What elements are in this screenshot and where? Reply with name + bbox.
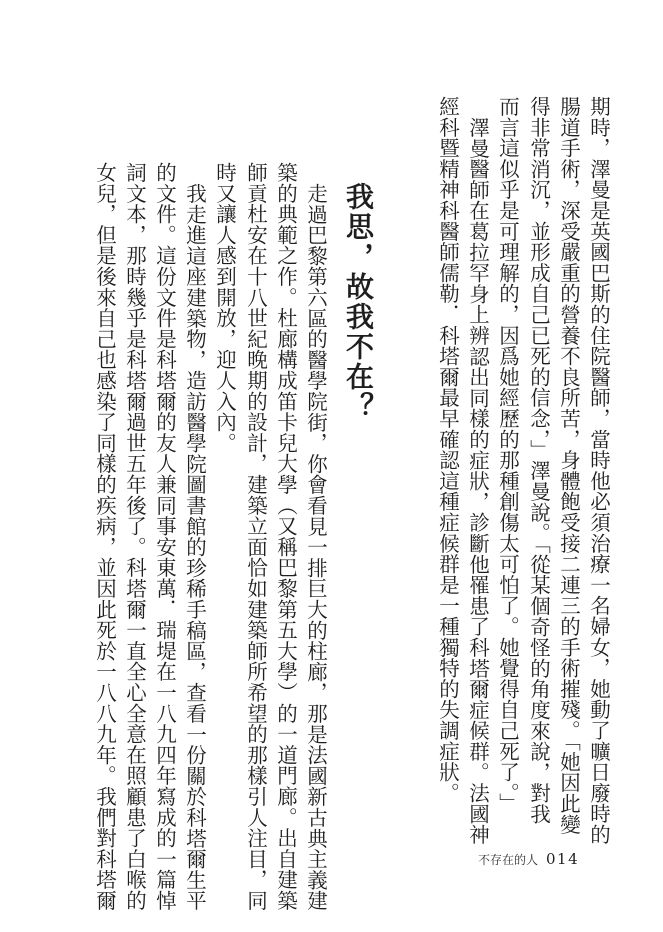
text-column-6: 經科暨精神科醫師儒勒．科塔爾最早確認這種症候群是一種獨特的失調症狀。 — [435, 96, 460, 804]
page-number: 014 — [546, 850, 580, 868]
text-column-2: 腸道手術，深受嚴重的營養不良所苦，身體飽受接二連三的手術摧殘。「她因此變 — [556, 96, 581, 835]
text-column-9: 師貢杜安在十八世紀晚期的設計，建築立面恰如建築師所希望的那樣引人注目，同 — [243, 162, 268, 911]
text-column-11: 我走進這座建築物，造訪醫學院圖書館的珍稀手稿區，查看一份關於科塔爾生平 — [182, 183, 207, 911]
text-column-13: 詞文本，那時幾乎是科塔爾過世五年後了。科塔爾一直全心全意在照顧患了白喉的 — [122, 162, 147, 911]
text-column-5: 澤曼醫師在葛拉罕身上辨認出同樣的症狀，診斷他罹患了科塔爾症候群。法國神 — [465, 117, 490, 845]
text-column-1: 期時，澤曼是英國巴斯的住院醫師，當時他必須治療一名婦女，她動了曠日廢時的 — [586, 96, 611, 845]
page-footer — [478, 850, 579, 868]
text-column-4: 而言這似乎是可理解的，因爲她經歷的那種創傷太可怕了。她覺得自己死了。」 — [495, 96, 520, 814]
text-column-8: 築的典範之作。杜廊構成笛卡兒大學（又稱巴黎第五大學）的一道門廊。出自建築 — [273, 162, 298, 911]
text-column-10: 時又讓人感到開放，迎人入內。 — [212, 162, 237, 454]
text-column-12: 的文件。這份文件是科塔爾的友人兼同事安東萬．瑞堤在一八九四年寫成的一篇悼 — [152, 162, 177, 911]
text-column-14: 女兒，但是後來自己也感染了同樣的疾病，並因此死於一八八九年。我們對科塔爾 — [92, 162, 117, 911]
text-column-3: 得非常消沉，並形成自己已死的信念，」澤曼說。「從某個奇怪的角度來說，對我 — [526, 96, 551, 825]
running-head: 不存在的人 — [478, 853, 539, 867]
text-column-7: 走過巴黎第六區的醫學院街，你會看見一排巨大的柱廊，那是法國新古典主義建 — [303, 183, 328, 911]
section-heading: 我思，故我不在？ — [342, 182, 375, 422]
